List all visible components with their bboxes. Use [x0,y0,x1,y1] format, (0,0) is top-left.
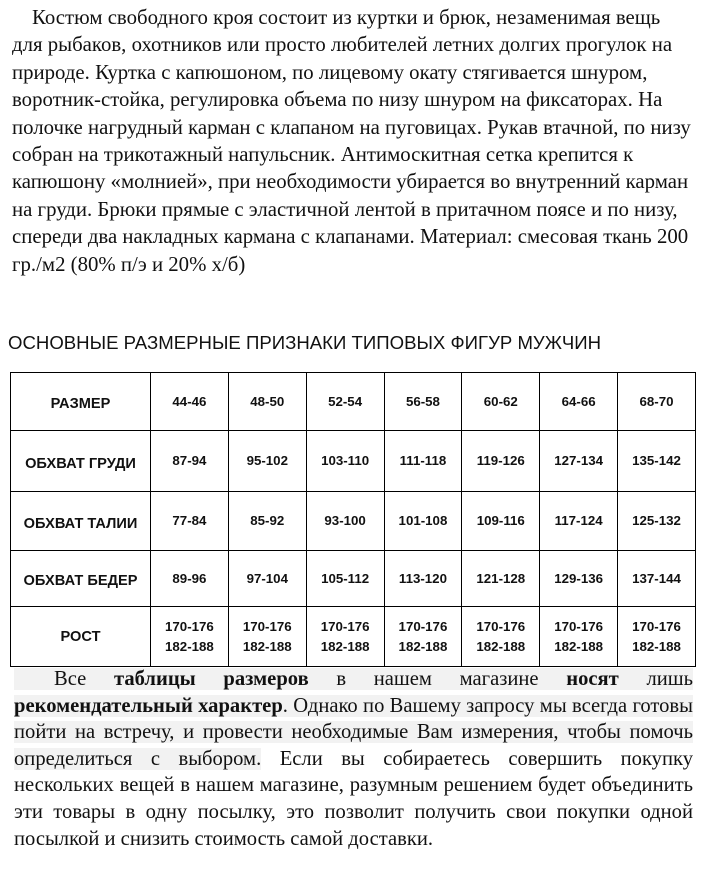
table-cell: 111-118 [384,431,462,492]
table-cell: 60-62 [462,373,540,431]
table-cell: 119-126 [462,431,540,492]
row-label: ОБХВАТ ТАЛИИ [11,492,151,551]
product-description [12,4,695,278]
height-range-high: 182-188 [165,638,214,654]
height-range-low: 170-176 [554,618,604,634]
height-range-high: 182-188 [242,638,292,654]
table-cell: 95-102 [228,431,306,492]
note-text-3: лишь [646,668,693,690]
table-cell: 137-144 [618,551,696,607]
table-row [11,492,696,551]
table-cell [618,607,696,667]
note-bold-1: таблицы размеров [113,668,309,690]
table-cell: 103-110 [306,431,384,492]
table-cell [384,607,462,667]
size-table-heading: ОСНОВНЫЕ РАЗМЕРНЫЕ ПРИЗНАКИ ТИПОВЫХ ФИГУР МУЖЧИН [8,332,602,353]
height-range-low: 170-176 [398,618,448,634]
size-note [14,666,693,852]
table-cell: 117-124 [540,492,618,551]
table-cell: 113-120 [384,551,462,607]
size-table [10,372,696,667]
height-range-low: 170-176 [242,618,292,634]
table-row [11,431,696,492]
table-cell: 105-112 [306,551,384,607]
table-cell: 56-58 [384,373,462,431]
height-range-low: 170-176 [320,618,370,634]
table-cell: 52-54 [306,373,384,431]
row-label: РАЗМЕР [11,373,151,431]
table-cell: 64-66 [540,373,618,431]
height-range-high: 182-188 [398,638,448,654]
note-text-1: Все [54,668,87,690]
description-text: Костюм свободного кроя состоит из куртки и брюк, незаменимая вещь для рыбаков, охотников или просто любителей летних долгих прогулок на природе. Куртка с капюшоном, по лицевому окату стягивается шнуром, воротник-стойка, регулировка объема по низу шнуром на фиксаторах. На полочке нагрудный карман с клапаном на пуговицах. Рукав втачной, по низу собран на трикотажный напульсник. Антимоскитная сетка крепится к капюшону «молнией», при необходимости убирается во внутренний карман на груди. Брюки прямые с эластичной лентой в притачном поясе и по низу, спереди два накладных кармана с клапанами. Материал: смесовая ткань 200 гр./м2 (80% п/э и 20% х/б) [12,6,691,276]
table-cell: 44-46 [151,373,229,431]
note-text-2: в нашем магазине [336,668,539,690]
height-range-low: 170-176 [476,618,526,634]
height-range-high: 182-188 [320,638,370,654]
note-bold-3: рекомендательный характер [14,694,283,717]
table-cell [228,607,306,667]
table-cell: 89-96 [151,551,229,607]
height-range-low: 170-176 [632,618,681,634]
table-cell: 68-70 [618,373,696,431]
table-cell [306,607,384,667]
table-cell: 135-142 [618,431,696,492]
height-range-low: 170-176 [165,618,214,634]
row-label: ОБХВАТ БЕДЕР [11,551,151,607]
table-cell: 121-128 [462,551,540,607]
table-cell: 129-136 [540,551,618,607]
table-cell: 101-108 [384,492,462,551]
table-row [11,551,696,607]
note-bold-2: носят [566,668,619,690]
height-range-high: 182-188 [476,638,526,654]
note-text-5: Если вы собираетесь совершить покупку нескольких вещей в нашем магазине, разумным решением будет объединить эти товары в одну посылку, это позволит получить свои покупки одной посылкой и снизить стоимость самой доставки. [14,747,693,850]
height-range-high: 182-188 [632,638,681,654]
table-cell: 87-94 [151,431,229,492]
table-cell: 97-104 [228,551,306,607]
height-range-high: 182-188 [554,638,604,654]
table-cell [462,607,540,667]
table-cell [540,607,618,667]
table-row [11,373,696,431]
table-cell: 77-84 [151,492,229,551]
row-label: РОСТ [11,607,151,667]
table-cell: 125-132 [618,492,696,551]
table-cell: 127-134 [540,431,618,492]
table-cell: 85-92 [228,492,306,551]
table-cell: 109-116 [462,492,540,551]
table-cell: 93-100 [306,492,384,551]
table-row [11,607,696,667]
table-cell: 48-50 [228,373,306,431]
table-cell [151,607,229,667]
row-label: ОБХВАТ ГРУДИ [11,431,151,492]
note-text-4: . Однако по Вашему запросу мы всегда готовы пойти на встречу, и провести необходимые Вам измерения, чтобы помочь определиться с выбором. [14,694,693,770]
